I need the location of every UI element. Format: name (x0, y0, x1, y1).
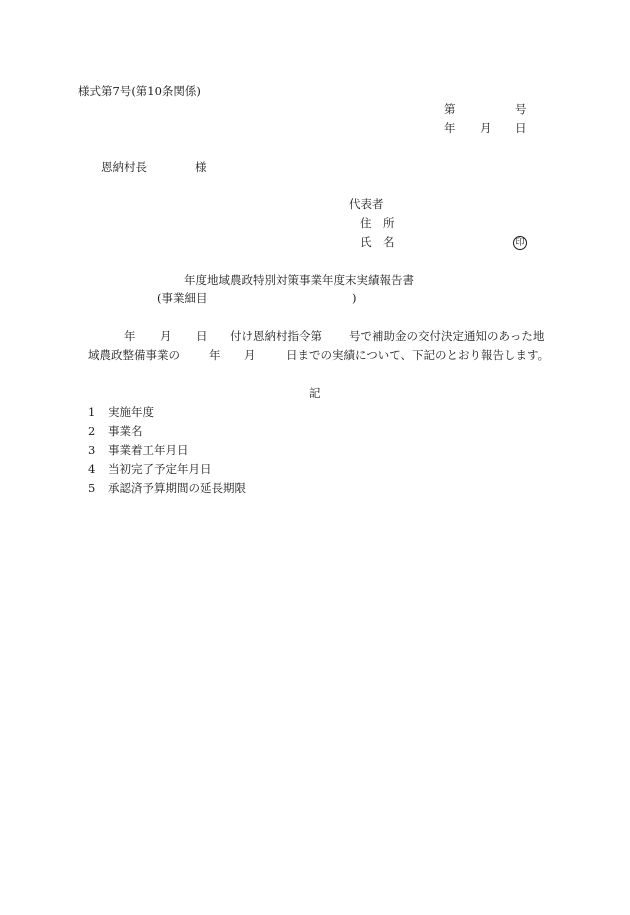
body1-text: 付け恩納村指令第 (230, 329, 322, 343)
item-number: 4 (88, 462, 96, 476)
item-number: 1 (88, 405, 96, 419)
item-label: 実施年度 (108, 405, 154, 419)
body2-year: 年 (209, 348, 221, 362)
body1-text2: 号で補助金の交付決定通知のあった地 (349, 329, 545, 343)
doc-number-dai: 第 (444, 102, 456, 116)
subtitle-open: (事業細目 (157, 291, 208, 305)
doc-number-gou: 号 (515, 102, 527, 116)
item-number: 3 (88, 443, 96, 457)
name-label: 氏 名 (360, 235, 395, 249)
representative-title: 代表者 (349, 197, 384, 211)
body1-month: 月 (160, 329, 172, 343)
item-label: 事業着工年月日 (108, 443, 189, 457)
report-title: 年度地域農政特別対策事業年度末実績報告書 (184, 273, 414, 287)
body1-year: 年 (124, 329, 136, 343)
item-label: 承認済予算期間の延長期限 (108, 481, 246, 495)
item-label: 当初完了予定年月日 (108, 462, 212, 476)
date-month: 月 (480, 121, 492, 135)
ki-heading: 記 (309, 386, 321, 400)
body2-text2: 日までの実績について、下記のとおり報告します。 (286, 348, 550, 362)
addressee-name: 恩納村長 (101, 160, 147, 174)
seal-mark: 印 (513, 236, 527, 250)
item-number: 2 (88, 424, 96, 438)
body2-month: 月 (244, 348, 256, 362)
addressee-honorific: 様 (195, 160, 207, 174)
date-year: 年 (444, 121, 456, 135)
address-label: 住 所 (360, 216, 395, 230)
form-number: 様式第7号(第10条関係) (78, 84, 201, 98)
subtitle-close: ) (352, 291, 357, 305)
body2-text: 域農政整備事業の (88, 348, 180, 362)
item-number: 5 (88, 481, 96, 495)
item-label: 事業名 (108, 424, 143, 438)
body1-day: 日 (196, 329, 208, 343)
date-day: 日 (515, 121, 527, 135)
